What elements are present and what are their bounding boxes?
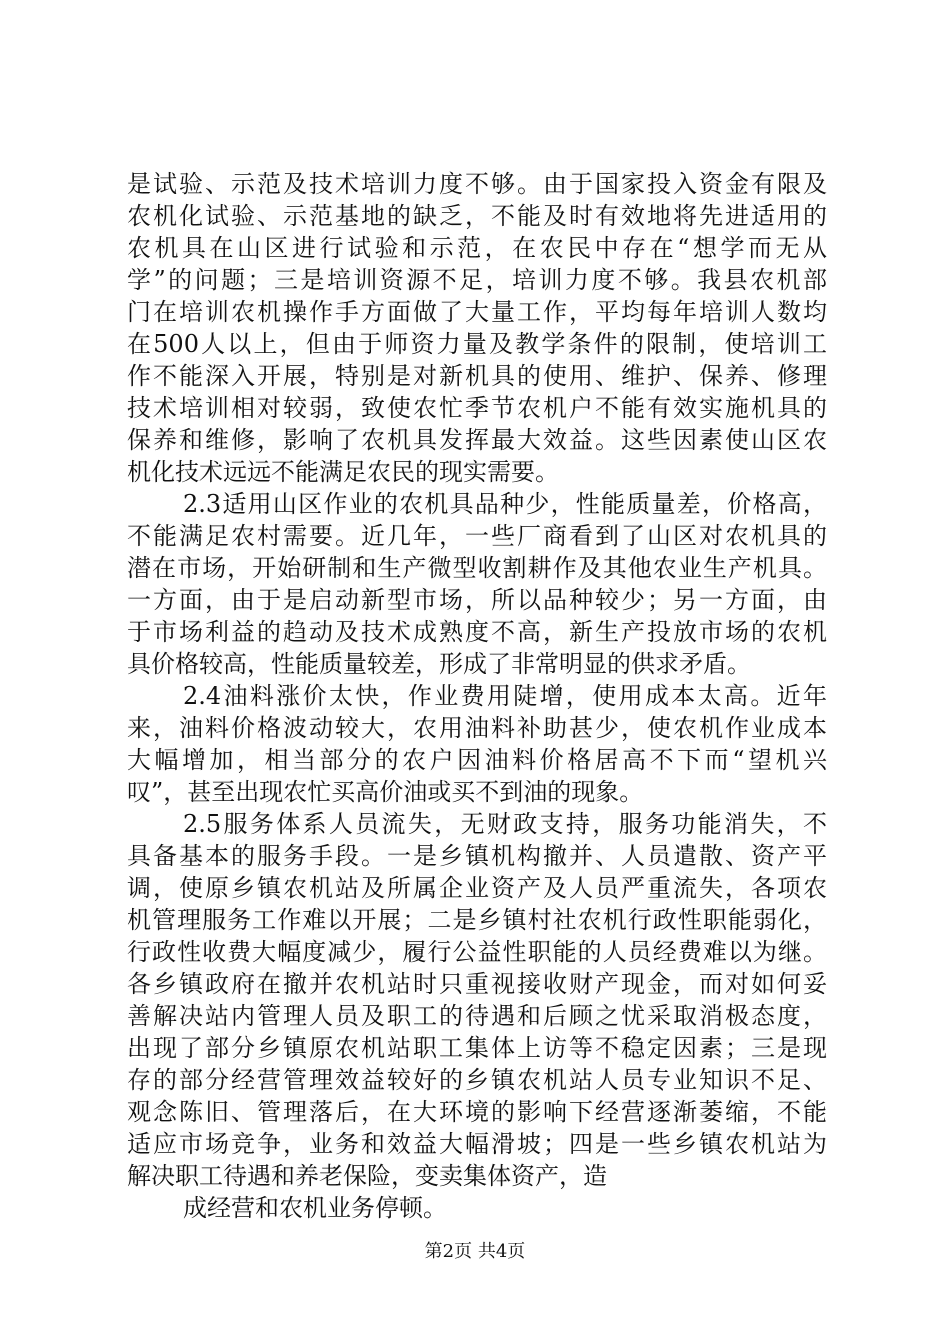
text-line: 来，油料价格波动较大，农用油料补助甚少，使农机作业成本 <box>127 714 827 742</box>
text-line: 不能满足农村需要。近几年，一些厂商看到了山区对农机具的 <box>127 522 827 550</box>
text-line: 大幅增加，相当部分的农户因油料价格居高不下而“望机兴 <box>127 746 827 774</box>
text-line: 农机具在山区进行试验和示范，在农民中存在“想学而无从 <box>127 234 827 262</box>
text-line: 行政性收费大幅度减少，履行公益性职能的人员经费难以为继。 <box>127 938 827 966</box>
text-line: 2.4油料涨价太快，作业费用陡增，使用成本太高。近年 <box>183 682 827 710</box>
text-line: 农机化试验、示范基地的缺乏，不能及时有效地将先进适用的 <box>127 202 827 230</box>
text-line: 机化技术远远不能满足农民的现实需要。 <box>127 458 559 486</box>
text-line: 机管理服务工作难以开展；二是乡镇村社农机行政性职能弱化， <box>127 906 827 934</box>
text-line: 作不能深入开展，特别是对新机具的使用、维护、保养、修理 <box>127 362 827 390</box>
text-line: 出现了部分乡镇原农机站职工集体上访等不稳定因素；三是现 <box>127 1034 827 1062</box>
text-line: 潜在市场，开始研制和生产微型收割耕作及其他农业生产机具。 <box>127 554 827 582</box>
text-line: 叹”，甚至出现农忙买高价油或买不到油的现象。 <box>127 778 644 806</box>
text-line: 2.5服务体系人员流失，无财政支持，服务功能消失，不 <box>183 810 827 838</box>
text-line: 学”的问题；三是培训资源不足，培训力度不够。我县农机部 <box>127 266 827 294</box>
text-line: 调，使原乡镇农机站及所属企业资产及人员严重流失，各项农 <box>127 874 827 902</box>
text-line: 成经营和农机业务停顿。 <box>183 1194 447 1222</box>
text-line: 善解决站内管理人员及职工的待遇和后顾之忧采取消极态度， <box>127 1002 827 1030</box>
document-body <box>127 168 827 1224</box>
page-footer: 第2页 共4页 <box>424 1241 526 1262</box>
text-line: 解决职工待遇和养老保险，变卖集体资产，造 <box>127 1162 607 1190</box>
text-line: 是试验、示范及技术培训力度不够。由于国家投入资金有限及 <box>127 170 827 198</box>
text-line: 门在培训农机操作手方面做了大量工作，平均每年培训人数均 <box>127 298 827 326</box>
text-line: 适应市场竞争，业务和效益大幅滑坡；四是一些乡镇农机站为 <box>127 1130 827 1158</box>
text-line: 保养和维修，影响了农机具发挥最大效益。这些因素使山区农 <box>127 426 827 454</box>
text-line: 具价格较高，性能质量较差，形成了非常明显的供求矛盾。 <box>127 650 751 678</box>
text-line: 观念陈旧、管理落后，在大环境的影响下经营逐渐萎缩，不能 <box>127 1098 827 1126</box>
text-line: 于市场利益的趋动及技术成熟度不高，新生产投放市场的农机 <box>127 618 827 646</box>
text-line: 存的部分经营管理效益较好的乡镇农机站人员专业知识不足、 <box>127 1066 827 1094</box>
text-line: 2.3适用山区作业的农机具品种少，性能质量差，价格高， <box>183 490 827 518</box>
text-line: 技术培训相对较弱，致使农忙季节农机户不能有效实施机具的 <box>127 394 827 422</box>
text-line: 具备基本的服务手段。一是乡镇机构撤并、人员遣散、资产平 <box>127 842 827 870</box>
text-line: 在500人以上，但由于师资力量及教学条件的限制，使培训工 <box>127 330 827 358</box>
text-line: 一方面，由于是启动新型市场，所以品种较少；另一方面，由 <box>127 586 827 614</box>
text-line: 各乡镇政府在撤并农机站时只重视接收财产现金，而对如何妥 <box>127 970 827 998</box>
